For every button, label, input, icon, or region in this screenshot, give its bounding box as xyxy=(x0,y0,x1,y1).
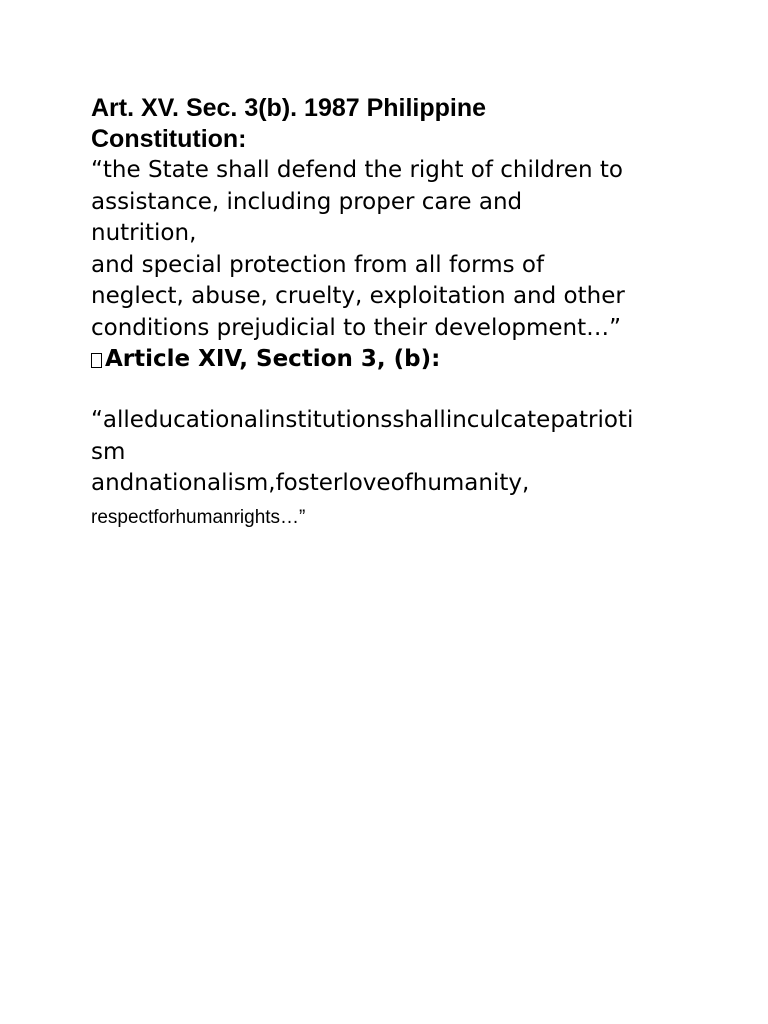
children-rights-quote xyxy=(91,155,711,344)
quote-line: assistance, including proper care and xyxy=(91,188,523,215)
education-quote xyxy=(91,405,711,536)
article-heading-text: Article XIV, Section 3, (b): xyxy=(105,346,441,372)
quote-line: andnationalism,fosterloveofhumanity, xyxy=(91,470,530,496)
article-heading xyxy=(91,344,711,375)
quote-line: and special protection from all forms of xyxy=(91,251,545,278)
quote-line: “alleducationalinstitutionsshallinculcatepatrioti xyxy=(91,407,634,433)
quote-line: conditions prejudicial to their development…” xyxy=(91,314,622,341)
constitution-heading xyxy=(91,93,711,155)
quote-line: sm xyxy=(91,438,126,465)
document-content xyxy=(91,93,711,536)
paragraph-spacer xyxy=(91,375,711,405)
quote-line: “the State shall defend the right of children to xyxy=(91,157,623,183)
missing-glyph-box-icon xyxy=(91,353,102,368)
quote-line-small: respectforhumanrights…” xyxy=(91,506,306,528)
quote-line: neglect, abuse, cruelty, exploitation and other xyxy=(91,283,625,309)
quote-line: nutrition, xyxy=(91,220,197,246)
heading-line: Art. XV. Sec. 3(b). 1987 Philippine xyxy=(91,94,487,122)
heading-line: Constitution: xyxy=(91,125,247,153)
